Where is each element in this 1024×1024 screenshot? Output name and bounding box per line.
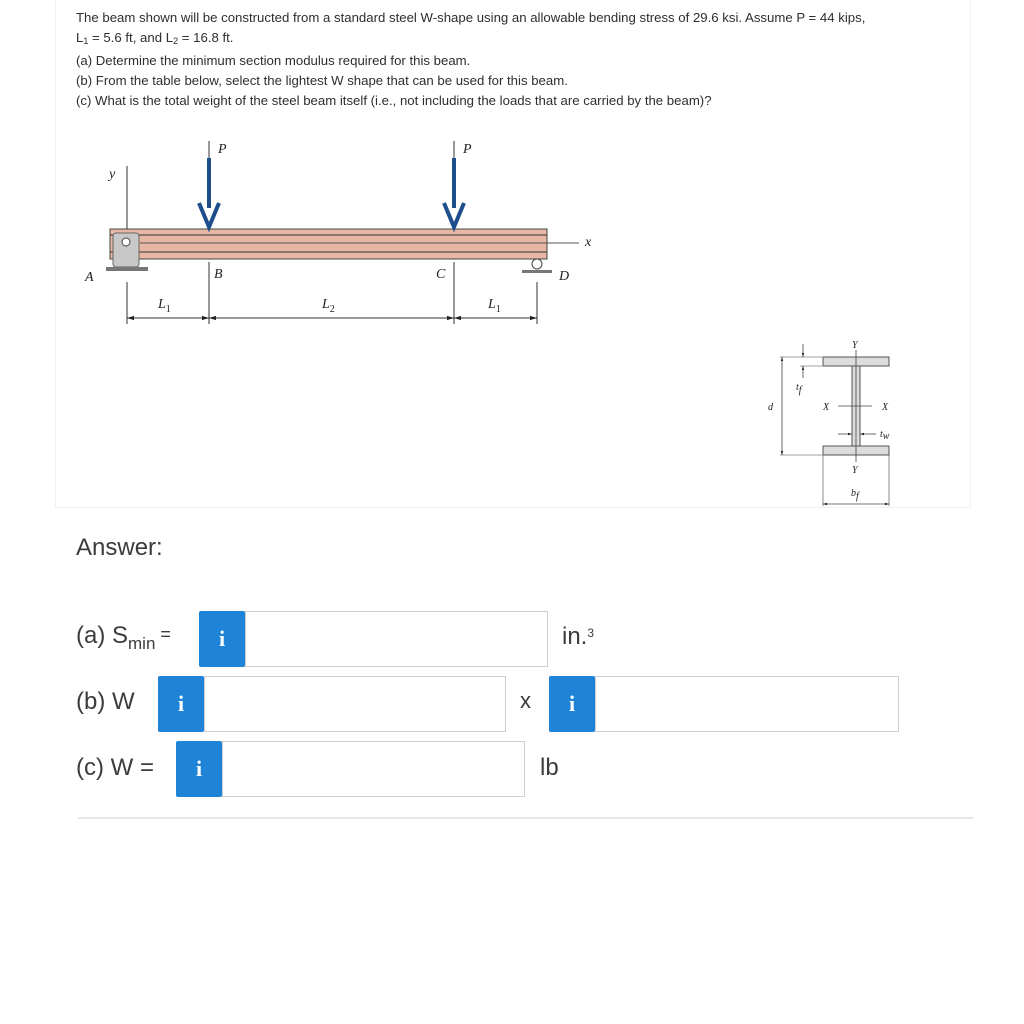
section-d-label: d <box>768 402 773 413</box>
point-b-label: B <box>214 267 223 282</box>
dim-label-2: $L_2$ <box>322 297 335 315</box>
var-l2-value: = 16.8 ft. <box>178 30 234 45</box>
y-axis-label: y <box>109 167 116 182</box>
answer-a-sub: min <box>128 634 156 653</box>
section-bf-label: bf <box>851 488 859 502</box>
var-l2-sub: 2 <box>173 36 179 46</box>
load-2-label: P <box>463 142 472 157</box>
beam-diagram <box>56 0 970 507</box>
point-a-label: A <box>85 270 94 285</box>
answer-b-info-button-1[interactable]: i <box>158 676 204 732</box>
section-y-bottom-label: Y <box>852 465 858 476</box>
section-x-left-label: X <box>823 402 830 413</box>
answer-b-separator: x <box>520 688 531 713</box>
x-axis-label: x <box>585 235 592 250</box>
var-l1-value: = 5.6 ft, and <box>88 30 166 45</box>
section-y-top-label: Y <box>852 340 858 351</box>
problem-part-a: (a) Determine the minimum section modulus required for this beam. <box>76 53 471 68</box>
section-x-right-label: X <box>882 402 889 413</box>
var-l1-sub: 1 <box>83 36 89 46</box>
answer-b-weight-input[interactable] <box>595 676 899 732</box>
dim-label-3: $L_1$ <box>488 297 501 315</box>
pin-support-a-hole <box>122 238 130 246</box>
roller-support-d-base <box>522 270 552 273</box>
roller-support-d <box>532 259 542 269</box>
answer-a-unit <box>562 623 594 651</box>
point-d-label: D <box>559 269 570 284</box>
point-c-label: C <box>436 267 446 282</box>
answer-a-unit-text: in. <box>562 623 588 650</box>
var-l2: L <box>165 30 174 45</box>
answer-heading: Answer: <box>76 534 163 561</box>
answer-a-info-button[interactable]: i <box>199 611 245 667</box>
w-shape-cross-section <box>768 340 890 506</box>
dim-label-1: $L_1$ <box>158 297 171 315</box>
pin-support-a-base <box>106 267 148 271</box>
answer-a-unit-sup: 3 <box>587 626 595 640</box>
problem-line-1: The beam shown will be constructed from a standard steel W-shape using an allowable bending stress of 29.6 ksi. Assume P = 44 kips, <box>76 10 866 25</box>
problem-panel <box>56 0 970 507</box>
answer-c-label: (c) W = <box>76 754 154 781</box>
answer-b-label: (b) W <box>76 688 135 715</box>
answer-c-unit: lb <box>540 754 559 781</box>
var-l1: L <box>76 30 84 45</box>
section-tw-label: tw <box>880 429 890 442</box>
answer-b-depth-input[interactable] <box>204 676 506 732</box>
section-tf-label: tf <box>796 382 802 396</box>
answer-c-info-button[interactable]: i <box>176 741 222 797</box>
answer-a-equals: = <box>155 624 171 644</box>
answer-a-prefix: (a) S <box>76 622 129 649</box>
problem-part-c: (c) What is the total weight of the steel beam itself (i.e., not including the loads that are carried by the beam)? <box>76 93 712 108</box>
answer-a-input[interactable] <box>245 611 548 667</box>
bottom-divider <box>78 817 973 819</box>
load-1-label: P <box>218 142 227 157</box>
answer-a-label <box>76 622 171 654</box>
answer-c-input[interactable] <box>222 741 525 797</box>
answer-b-info-button-2[interactable]: i <box>549 676 595 732</box>
beam-body <box>110 229 547 259</box>
problem-part-b: (b) From the table below, select the lightest W shape that can be used for this beam. <box>76 73 568 88</box>
